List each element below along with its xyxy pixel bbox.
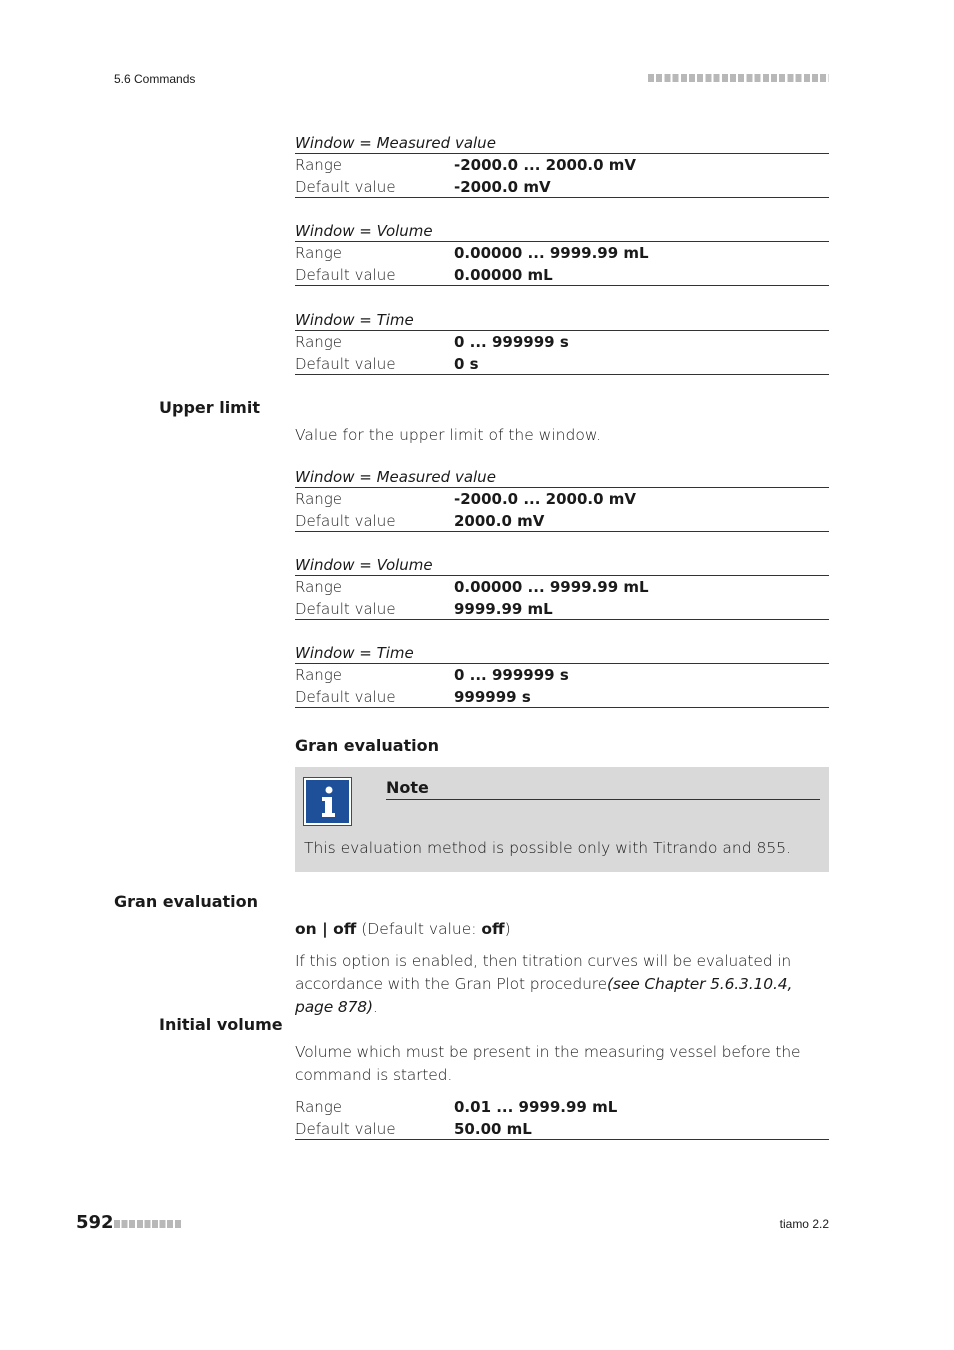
upper-limit-measured-value-table <box>295 466 829 532</box>
default-value: 0 s <box>454 355 479 373</box>
range-label: Range <box>295 244 343 262</box>
initial-volume-heading: Initial volume <box>159 1015 283 1034</box>
range-value: 0.00000 ... 9999.99 mL <box>454 578 649 596</box>
default-label: Default value <box>295 1120 396 1138</box>
table-caption: Window = Measured value <box>295 132 829 154</box>
lower-limit-measured-value-table <box>295 132 829 198</box>
default-label: Default value <box>295 512 396 530</box>
chapter-reference: (see Chapter 5.6.3.10.4, page 878) <box>295 975 793 1016</box>
upper-limit-heading: Upper limit <box>159 398 260 417</box>
range-label: Range <box>295 333 343 351</box>
header-decoration <box>648 74 829 82</box>
lower-limit-time-table <box>295 309 829 375</box>
range-value: 0 ... 999999 s <box>454 666 569 684</box>
gran-evaluation-param-heading: Gran evaluation <box>114 892 259 911</box>
page-number: 592 <box>76 1212 114 1233</box>
note-box <box>295 767 829 872</box>
default-value: 999999 s <box>454 688 531 706</box>
table-caption: Window = Volume <box>295 554 829 576</box>
range-label: Range <box>295 666 343 684</box>
default-label: Default value <box>295 600 396 618</box>
gran-evaluation-description <box>295 950 831 1019</box>
default-value: -2000.0 mV <box>454 178 551 196</box>
default-suffix: ) <box>504 920 511 938</box>
gran-evaluation-section-heading: Gran evaluation <box>295 736 440 755</box>
lower-limit-volume-table <box>295 220 829 286</box>
product-name: tiamo 2.2 <box>779 1217 829 1231</box>
range-value: -2000.0 ... 2000.0 mV <box>454 156 636 174</box>
description-end: . <box>372 998 378 1016</box>
gran-evaluation-options <box>295 918 831 941</box>
option-off: off <box>333 920 357 938</box>
description-text: If this option is enabled, then titration curves will be evaluated in accordance with the Gran Plot procedure <box>295 952 792 993</box>
default-value: 2000.0 mV <box>454 512 545 530</box>
range-label: Range <box>295 1098 343 1116</box>
info-icon <box>304 778 351 825</box>
default-label: Default value <box>295 266 396 284</box>
table-caption: Window = Time <box>295 309 829 331</box>
default-label: Default value <box>295 355 396 373</box>
range-value: 0 ... 999999 s <box>454 333 569 351</box>
note-title: Note <box>386 777 820 800</box>
table-caption: Window = Measured value <box>295 466 829 488</box>
default-value: off <box>481 920 505 938</box>
range-label: Range <box>295 490 343 508</box>
default-value: 9999.99 mL <box>454 600 553 618</box>
table-caption: Window = Volume <box>295 220 829 242</box>
range-label: Range <box>295 156 343 174</box>
range-value: -2000.0 ... 2000.0 mV <box>454 490 636 508</box>
initial-volume-description: Volume which must be present in the measuring vessel before the command is started. <box>295 1043 801 1084</box>
upper-limit-description: Value for the upper limit of the window. <box>295 426 601 444</box>
range-value: 0.00000 ... 9999.99 mL <box>454 244 649 262</box>
default-label: Default value <box>295 178 396 196</box>
initial-volume-table <box>295 1096 829 1140</box>
option-on: on <box>295 920 317 938</box>
footer-decoration <box>114 1220 182 1228</box>
table-caption: Window = Time <box>295 642 829 664</box>
range-value: 0.01 ... 9999.99 mL <box>454 1098 618 1116</box>
note-text: This evaluation method is possible only with Titrando and 855. <box>304 839 791 857</box>
upper-limit-volume-table <box>295 554 829 620</box>
running-head: 5.6 Commands <box>114 72 196 86</box>
default-prefix: (Default value: <box>356 920 482 938</box>
upper-limit-time-table <box>295 642 829 708</box>
default-value: 0.00000 mL <box>454 266 553 284</box>
option-separator: | <box>316 920 334 938</box>
default-value: 50.00 mL <box>454 1120 532 1138</box>
range-label: Range <box>295 578 343 596</box>
default-label: Default value <box>295 688 396 706</box>
